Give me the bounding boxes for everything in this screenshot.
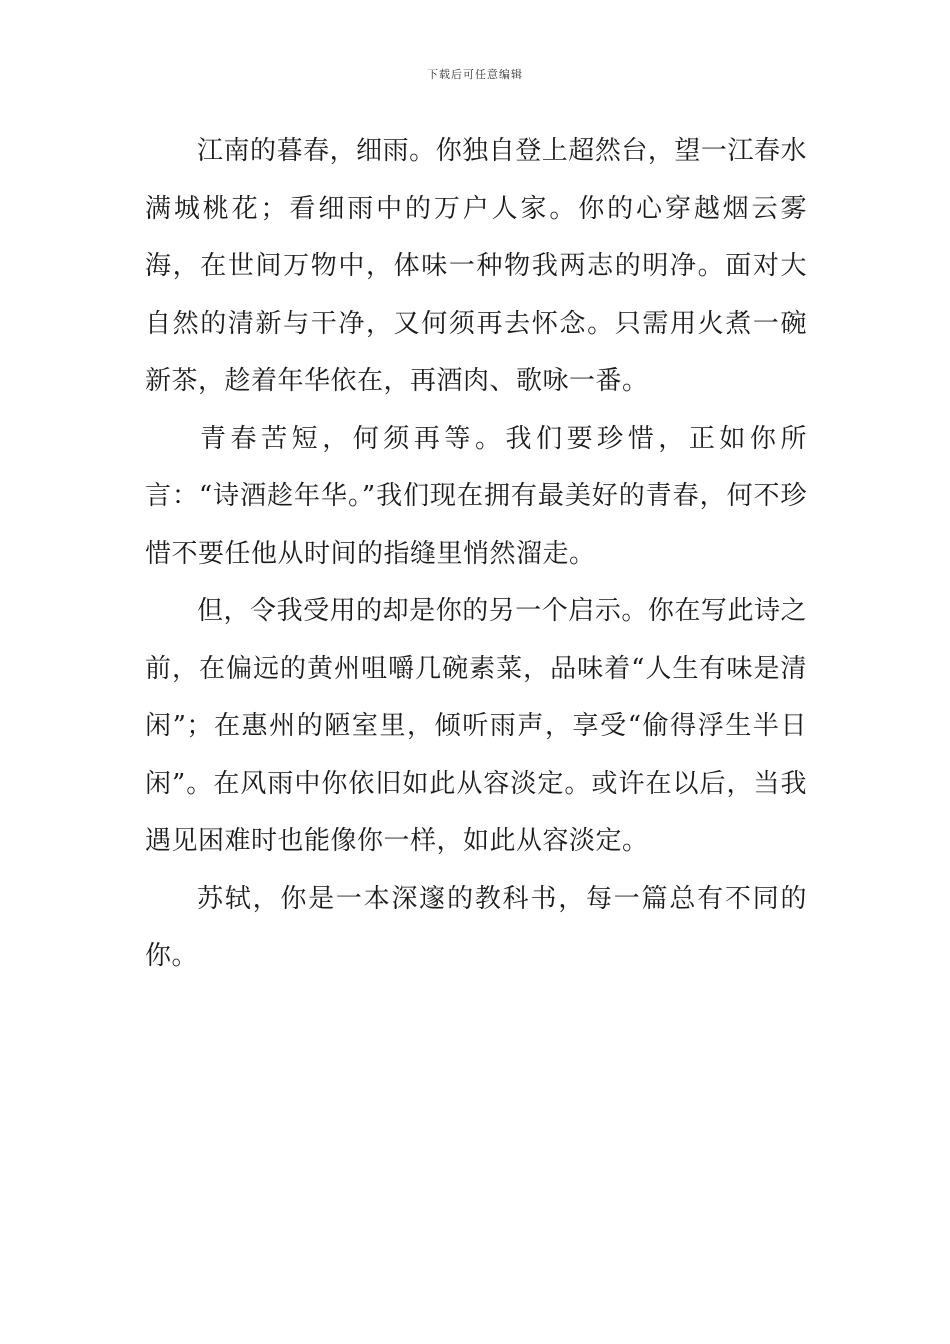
paragraph-3: 但，令我受用的却是你的另一个启示。你在写此诗之前，在偏远的黄州咀嚼几碗素菜，品味着“人生有味是清闲”；在惠州的陋室里，倾听雨声，享受“偷得浮生半日闲”。在风雨中你依旧如此从容淡定。或许在以后，当我遇见困难时也能像你一样，如此从容淡定。	[145, 596, 807, 856]
paragraph-2: 青春苦短，何须再等。我们要珍惜，正如你所言：“诗酒趁年华。”我们现在拥有最美好的青春，何不珍惜不要任他从时间的指缝里悄然溜走。	[145, 423, 807, 569]
paragraph-1: 江南的暮春，细雨。你独自登上超然台，望一江春水满城桃花；看细雨中的万户人家。你的心穿越烟云雾海，在世间万物中，体味一种物我两志的明净。面对大自然的清新与干净，又何须再去怀念。只需用火煮一碗新茶，趁着年华依在，再酒肉、歌咏一番。	[145, 136, 807, 396]
paragraph-4: 苏轼，你是一本深邃的教科书，每一篇总有不同的你。	[145, 883, 807, 971]
header-note: 下载后可任意编辑	[427, 68, 523, 81]
essay-body	[145, 123, 807, 986]
